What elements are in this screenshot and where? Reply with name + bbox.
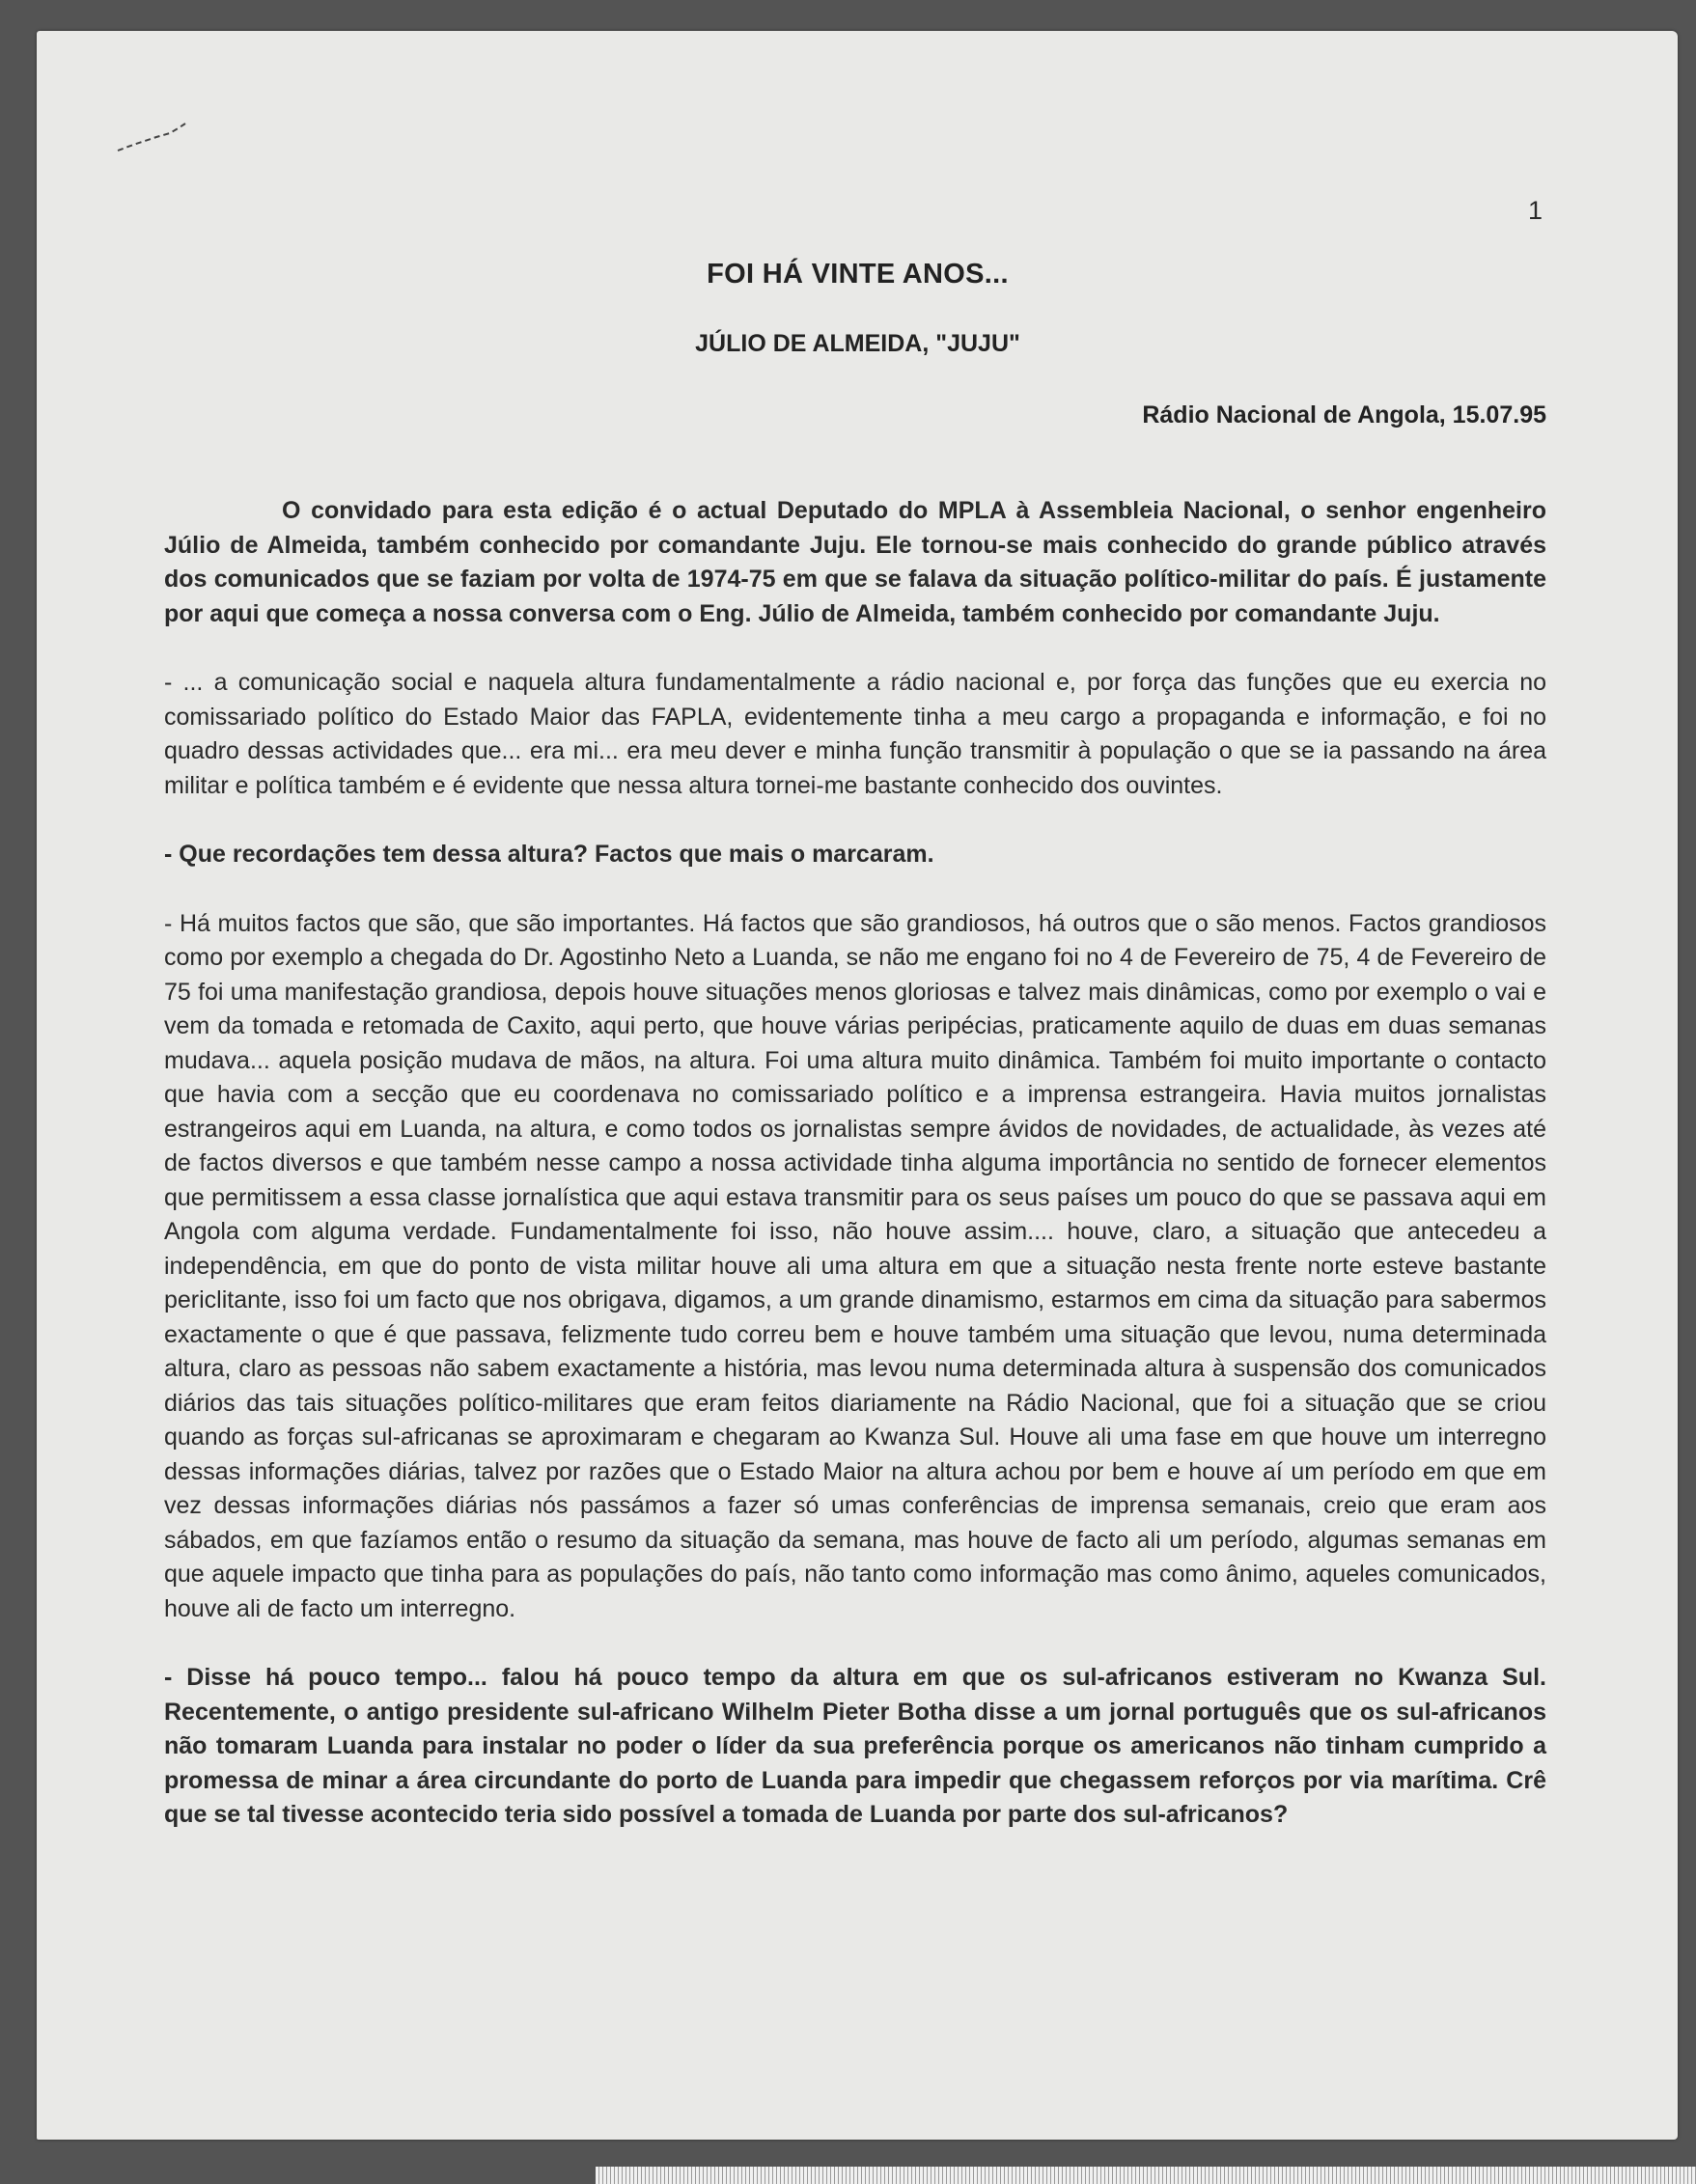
- question-paragraph: - Que recordações tem dessa altura? Factos que mais o marcaram.: [164, 841, 934, 868]
- answer-paragraph: - ... a comunicação social e naquela altura fundamentalmente a rádio nacional e, por força das funções que eu exercia no comissariado político do Estado Maior das FAPLA, evidentemente tinha a meu cargo a propaganda e informação, e foi no quadro dessas actividades que... era mi... era meu dever e minha função transmitir à população o que se ia passando na área militar e política também e é evidente que nessa altura tornei-me bastante conhecido dos ouvintes.: [164, 669, 1546, 799]
- pen-mark-icon: [116, 118, 193, 156]
- document-title: FOI HÁ VINTE ANOS...: [707, 259, 1009, 290]
- intro-paragraph: O convidado para esta edição é o actual Deputado do MPLA à Assembleia Nacional, o senhor engenheiro Júlio de Almeida, também conhecido por comandante Juju. Ele tornou-se mais conhecido do grande público através dos comunicados que se faziam por volta de 1974-75 em que se falava da situação político-militar do país. É justamente por aqui que começa a nossa conversa com o Eng. Júlio de Almeida, também conhecido por comandante Juju.: [164, 497, 1546, 627]
- question-paragraph: - Disse há pouco tempo... falou há pouco tempo da altura em que os sul-africanos estiveram no Kwanza Sul. Recentemente, o antigo presidente sul-africano Wilhelm Pieter Botha disse a um jornal português que os sul-africanos não tomaram Luanda para instalar no poder o líder da sua preferência porque os americanos não tinham cumprido a promessa de minar a área circundante do porto de Luanda para impedir que chegassem reforços por via marítima. Crê que se tal tivesse acontecido teria sido possível a tomada de Luanda por parte dos sul-africanos?: [164, 1664, 1546, 1828]
- scan-ruler: [596, 2167, 1696, 2184]
- document-subtitle: JÚLIO DE ALMEIDA, "JUJU": [695, 330, 1020, 357]
- answer-paragraph: - Há muitos factos que são, que são importantes. Há factos que são grandiosos, há outros que o são menos. Factos grandiosos como por exemplo a chegada do Dr. Agostinho Neto a Luanda, se não me engano foi no 4 de Fevereiro de 75, 4 de Fevereiro de 75 foi uma manifestação grandiosa, depois houve situações menos gloriosas e talvez mais dinâmicas, como por exemplo o vai e vem da tomada e retomada de Caxito, aqui perto, que houve várias peripécias, praticamente aquilo de duas em duas semanas mudava... aquela posição mudava de mãos, na altura. Foi uma altura muito dinâmica. Também foi muito importante o contacto que havia com a secção que eu coordenava no comissariado político e a imprensa estrangeira. Havia muitos jornalistas estrangeiros aqui em Luanda, na altura, e como todos os jornalistas sempre ávidos de novidades, de actualidade, às vezes até de factos diversos e que também nesse campo a nossa actividade tinha alguma importância no sentido de fornecer elementos que permitissem a essa classe jornalística que aqui estava transmitir para os seus países um pouco do que se passava aqui em Angola com alguma verdade. Fundamentalmente foi isso, não houve assim.... houve, claro, a situação que antecedeu a independência, em que do ponto de vista militar houve ali uma altura em que a situação nesta frente norte esteve bastante periclitante, isso foi um facto que nos obrigava, digamos, a um grande dinamismo, estarmos em cima da situação para sabermos exactamente o que é que passava, felizmente tudo correu bem e houve também uma situação que levou, numa determinada altura, claro as pessoas não sabem exactamente a história, mas levou numa determinada altura à suspensão dos comunicados diários das tais situações político-militares que eram feitos diariamente na Rádio Nacional, que foi a situação que se criou quando as forças sul-africanas se aproximaram e chegaram ao Kwanza Sul. Houve ali uma fase em que houve um interregno dessas informações diárias, talvez por razões que o Estado Maior na altura achou por bem e houve aí um período em que em vez dessas informações diárias nós passámos a fazer só umas conferências de imprensa semanais, creio que eram aos sábados, em que fazíamos então o resumo da situação da semana, mas houve de facto ali um período, algumas semanas em que aquele impacto que tinha para as populações do país, não tanto como informação mas como ânimo, aqueles comunicados, houve ali de facto um interregno.: [164, 909, 1546, 1622]
- broadcast-source-date: Rádio Nacional de Angola, 15.07.95: [1142, 401, 1546, 429]
- document-body: [164, 494, 1546, 1867]
- page-number: 1: [1528, 196, 1543, 225]
